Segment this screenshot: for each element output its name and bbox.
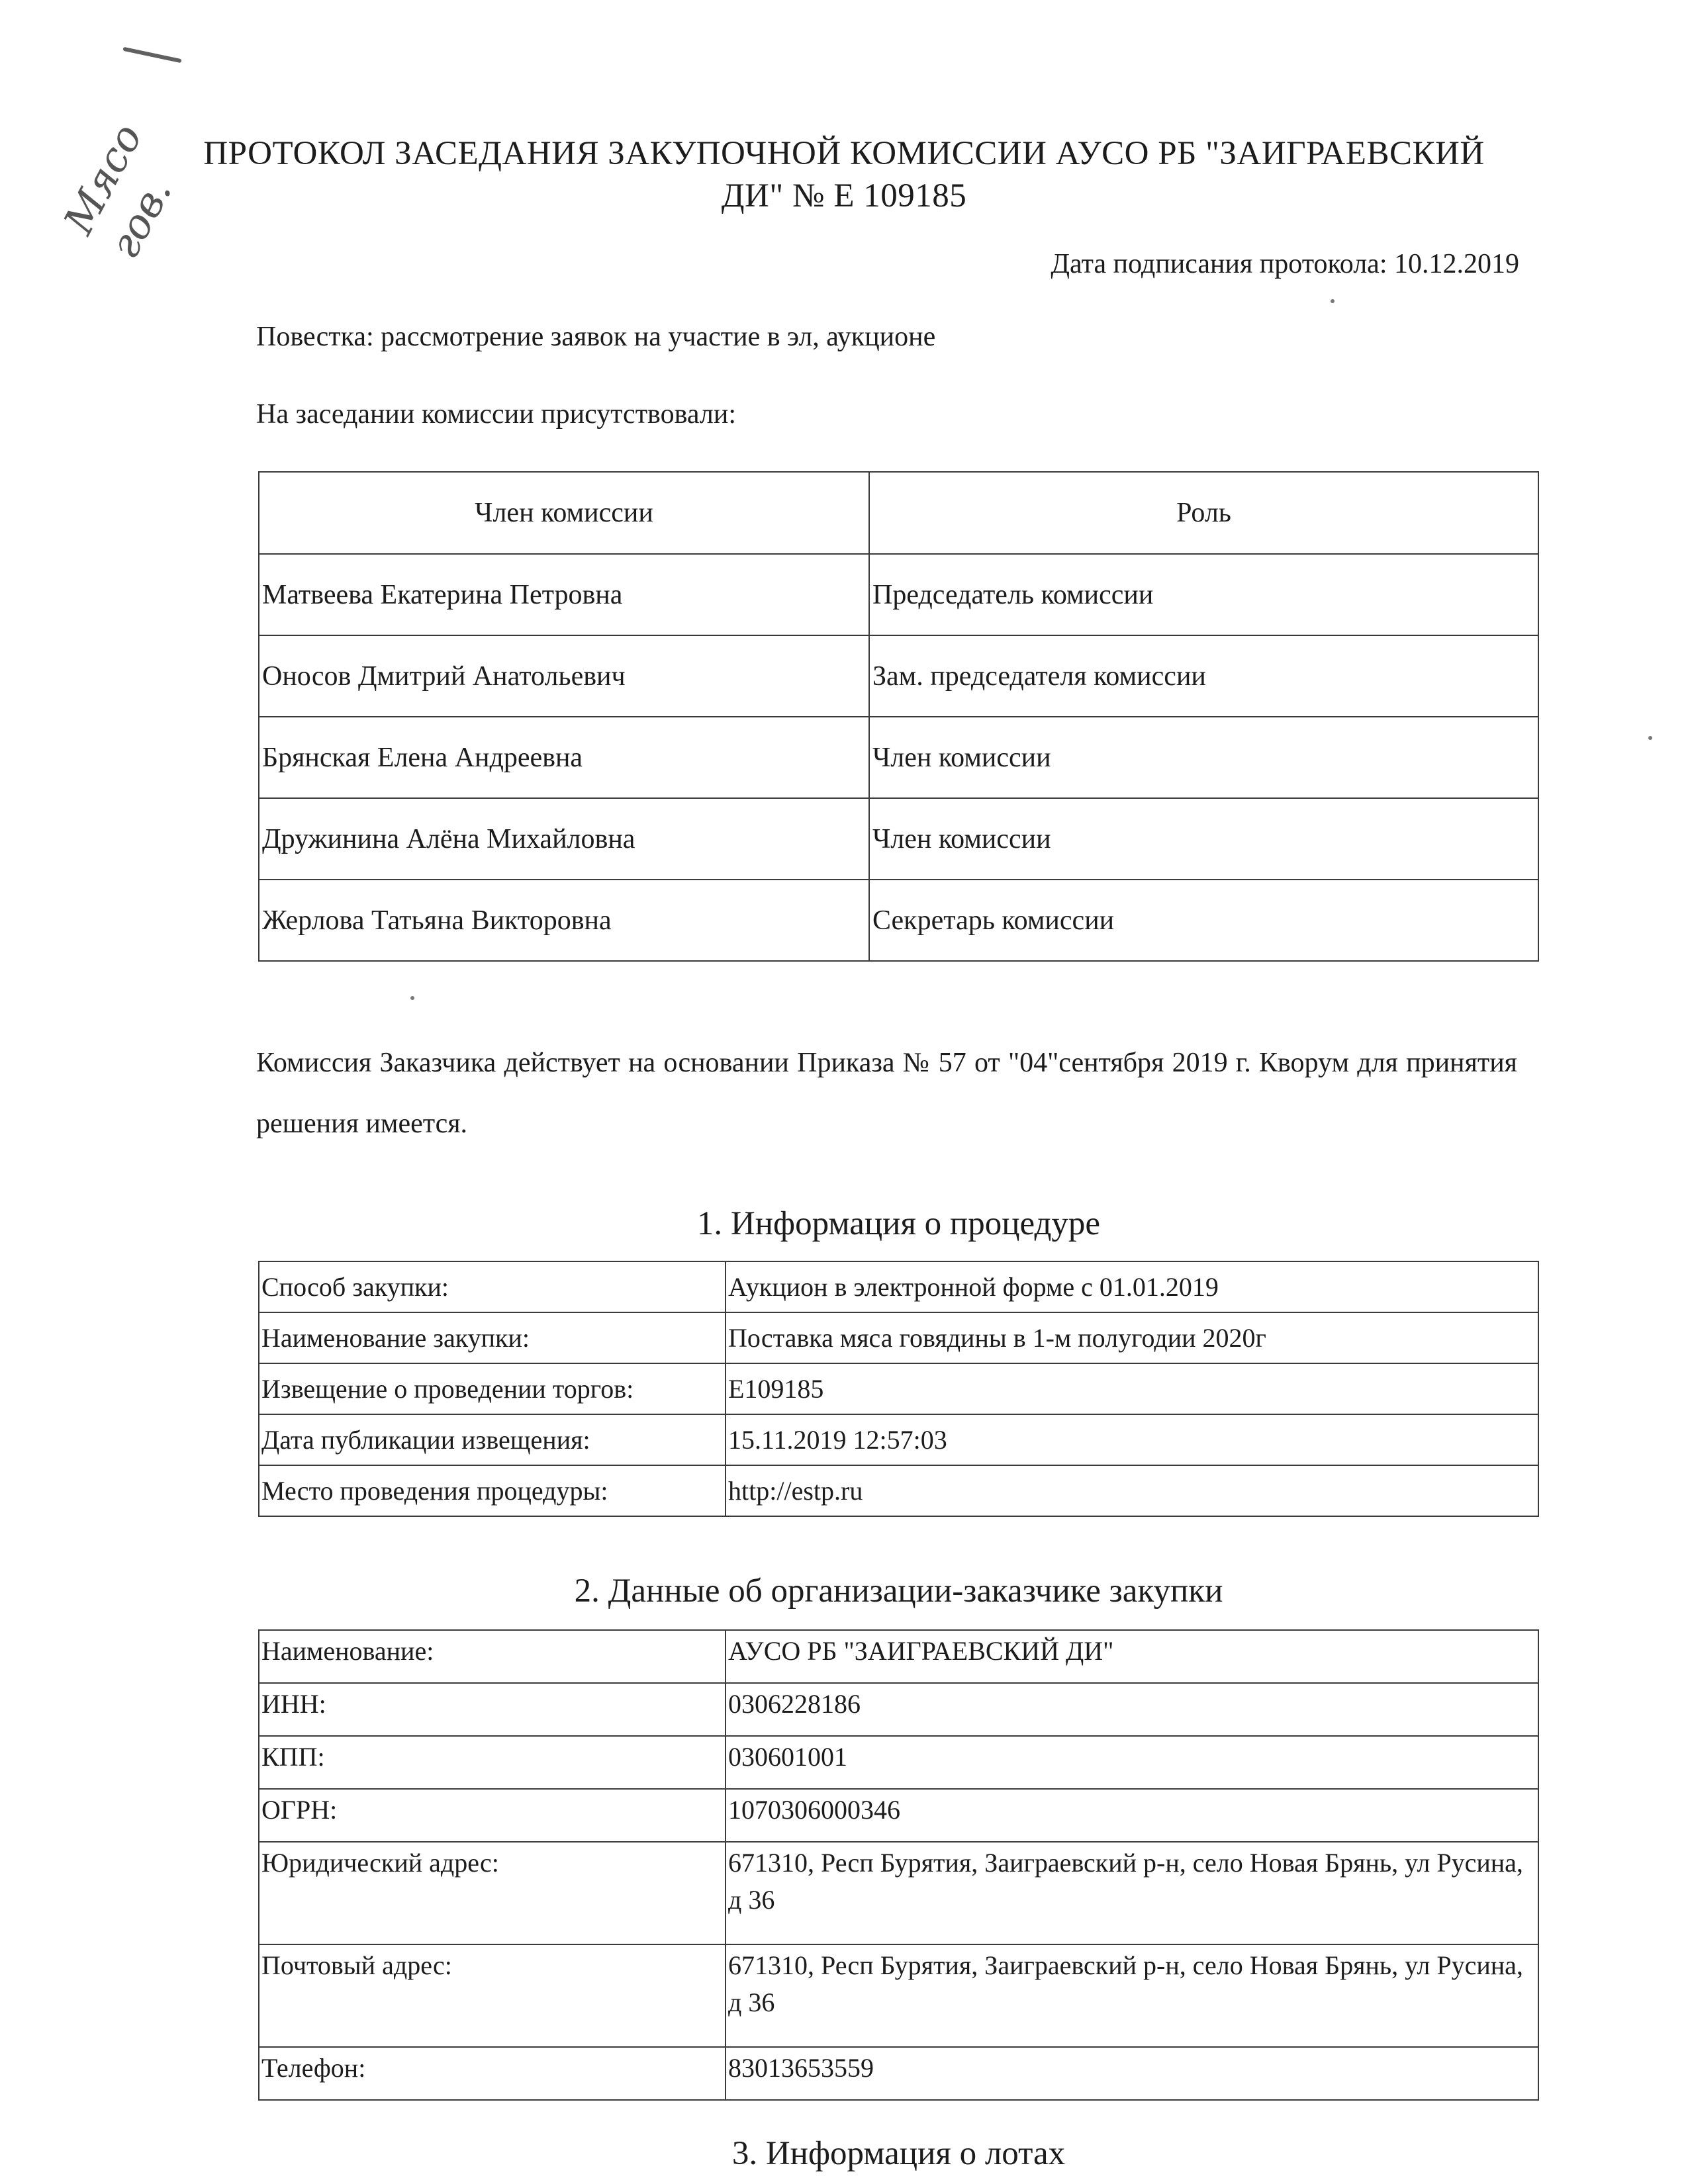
table-row	[259, 717, 1538, 798]
table-row	[259, 1736, 1538, 1789]
table-row	[259, 1789, 1538, 1842]
field-value: 030601001	[726, 1736, 1538, 1789]
member-role: Член комиссии	[869, 717, 1538, 798]
table-row	[259, 635, 1538, 717]
field-value: 83013653559	[726, 2047, 1538, 2100]
table-row	[259, 1630, 1538, 1683]
field-label: Извещение о проведении торгов:	[259, 1363, 726, 1414]
table-row	[259, 1842, 1538, 1944]
table-row	[259, 1261, 1538, 1312]
member-name: Матвеева Екатерина Петровна	[259, 554, 869, 635]
field-label: Наименование закупки:	[259, 1312, 726, 1363]
table-row	[259, 798, 1538, 880]
field-value: 671310, Респ Бурятия, Заиграевский р-н, село Новая Брянь, ул Русина, д 36	[726, 1842, 1538, 1944]
field-label: Место проведения процедуры:	[259, 1465, 726, 1516]
field-value: E109185	[726, 1363, 1538, 1414]
field-label: Наименование:	[259, 1630, 726, 1683]
member-name: Брянская Елена Андреевна	[259, 717, 869, 798]
agenda-line: Повестка: рассмотрение заявок на участие в эл, аукционе	[256, 322, 936, 352]
section-3-title: 3. Информация о лотах	[731, 2135, 1066, 2172]
signing-date: Дата подписания протокола: 10.12.2019	[1051, 249, 1519, 279]
table-row	[259, 1683, 1538, 1736]
field-value: 0306228186	[726, 1683, 1538, 1736]
commission-basis-paragraph: Комиссия Заказчика действует на основании Приказа № 57 от "04"сентября 2019 г. Кворум для принятия решения имеется.	[256, 1048, 1517, 1139]
scan-speck	[1331, 299, 1335, 303]
field-label: Способ закупки:	[259, 1261, 726, 1312]
scan-speck	[410, 996, 414, 1000]
table-row	[259, 1944, 1538, 2047]
section-2-title: 2. Данные об организации-заказчике закупки	[574, 1572, 1223, 1610]
field-label: Юридический адрес:	[259, 1842, 726, 1944]
field-value: Поставка мяса говядины в 1-м полугодии 2020г	[726, 1312, 1538, 1363]
field-value: АУСО РБ "ЗАИГРАЕВСКИЙ ДИ"	[726, 1630, 1538, 1683]
table-row	[259, 1363, 1538, 1414]
table-row	[259, 2047, 1538, 2100]
field-value: http://estp.ru	[726, 1465, 1538, 1516]
field-value: Аукцион в электронной форме с 01.01.2019	[726, 1261, 1538, 1312]
field-value: 671310, Респ Бурятия, Заиграевский р-н, село Новая Брянь, ул Русина, д 36	[726, 1944, 1538, 2047]
member-name: Дружинина Алёна Михайловна	[259, 798, 869, 880]
handwritten-note: Мясо гов.	[54, 116, 181, 266]
table-header-row	[259, 472, 1538, 554]
field-label: КПП:	[259, 1736, 726, 1789]
member-role: Член комиссии	[869, 798, 1538, 880]
column-header-member: Член комиссии	[259, 472, 869, 554]
table-row	[259, 880, 1538, 961]
commission-members-table	[258, 471, 1539, 962]
customer-info-table	[258, 1629, 1539, 2101]
member-name: Оносов Дмитрий Анатольевич	[259, 635, 869, 717]
procedure-info-table	[258, 1261, 1539, 1517]
section-1-title: 1. Информация о процедуре	[696, 1205, 1101, 1242]
attendees-label: На заседании комиссии присутствовали:	[256, 399, 736, 430]
table-row	[259, 554, 1538, 635]
member-role: Секретарь комиссии	[869, 880, 1538, 961]
table-row	[259, 1465, 1538, 1516]
field-value: 15.11.2019 12:57:03	[726, 1414, 1538, 1465]
table-row	[259, 1414, 1538, 1465]
field-value: 1070306000346	[726, 1789, 1538, 1842]
document-title: ПРОТОКОЛ ЗАСЕДАНИЯ ЗАКУПОЧНОЙ КОМИССИИ АУСО РБ "ЗАИГРАЕВСКИЙ ДИ" № Е 109185	[203, 135, 1485, 214]
scan-speck	[1648, 736, 1652, 740]
field-label: ИНН:	[259, 1683, 726, 1736]
member-name: Жерлова Татьяна Викторовна	[259, 880, 869, 961]
column-header-role: Роль	[869, 472, 1538, 554]
table-row	[259, 1312, 1538, 1363]
field-label: Почтовый адрес:	[259, 1944, 726, 2047]
handwritten-stroke	[122, 47, 181, 64]
member-role: Председатель комиссии	[869, 554, 1538, 635]
field-label: Дата публикации извещения:	[259, 1414, 726, 1465]
field-label: Телефон:	[259, 2047, 726, 2100]
member-role: Зам. председателя комиссии	[869, 635, 1538, 717]
field-label: ОГРН:	[259, 1789, 726, 1842]
